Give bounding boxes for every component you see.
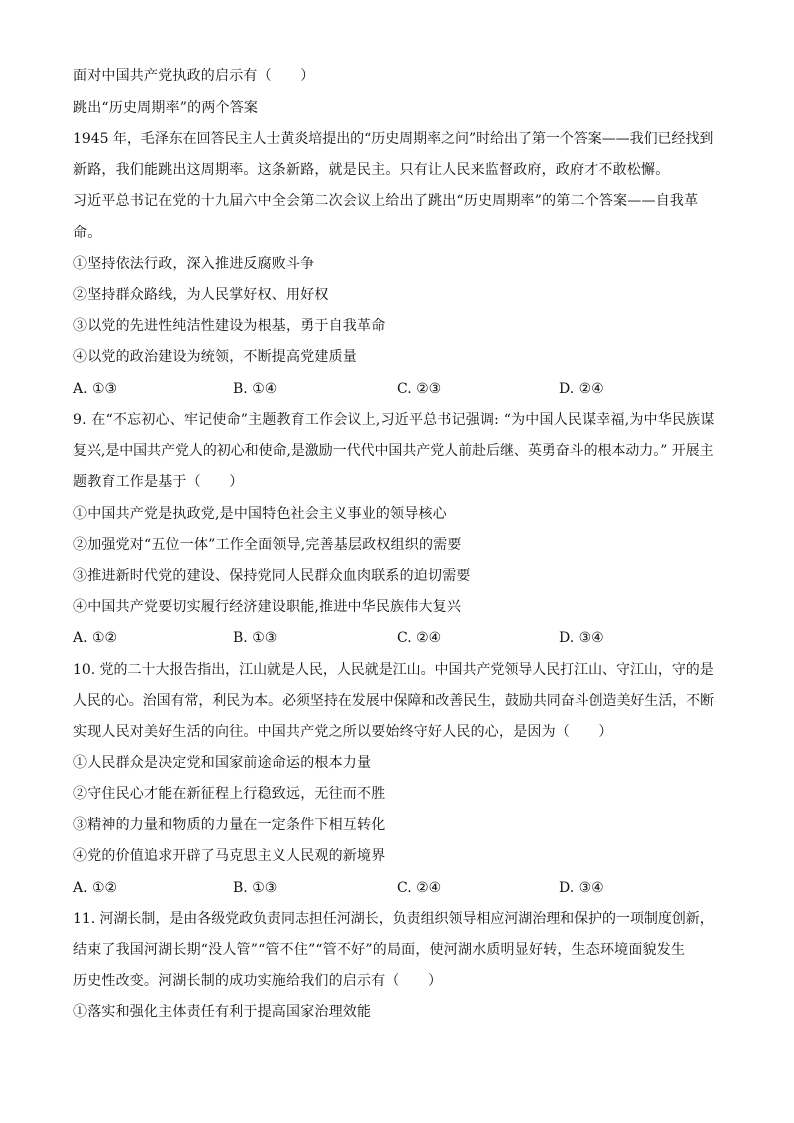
option-c[interactable]: C. ②④ [397, 630, 442, 646]
statement-item: ②坚持群众路线，为人民掌好权、用好权 [73, 287, 329, 303]
statement-item: ②守住民心才能在新征程上行稳致远，无往而不胜 [73, 786, 386, 802]
option-a[interactable]: A. ①② [73, 880, 118, 896]
question-stem: 题教育工作是基于（ ） [73, 474, 244, 490]
question-stem: 实现人民对美好生活的向往。中国共产党之所以要始终守好人民的心，是因为（ ） [73, 724, 613, 740]
question-stem: 9. 在“不忘初心、牢记使命”主题教育工作会议上,习近平总书记强调: “为中国人民谋幸福,为中华民族谋 [73, 412, 715, 428]
answer-options [73, 630, 723, 646]
option-c[interactable]: C. ②③ [397, 381, 442, 397]
material-title: 跳出“历史周期率”的两个答案 [73, 100, 259, 116]
option-c[interactable]: C. ②④ [397, 880, 442, 896]
material-text: 新路，我们能跳出这周期率。这条新路，就是民主。只有让人民来监督政府，政府才不敢松懈。 [73, 162, 670, 178]
statement-item: ③以党的先进性纯洁性建设为根基，勇于自我革命 [73, 318, 386, 334]
statement-item: ①人民群众是决定党和国家前途命运的根本力量 [73, 755, 372, 771]
material-text: 1945 年，毛泽东在回答民主人士黄炎培提出的“历史周期率之问”时给出了第一个答案——我们已经找到 [73, 131, 714, 147]
answer-options [73, 880, 723, 896]
question-prompt: 面对中国共产党执政的启示有（ ） [73, 68, 315, 84]
question-stem: 11. 河湖长制，是由各级党政负责同志担任河湖长，负责组织领导相应河湖治理和保护的一项制度创新， [73, 911, 714, 927]
material-text: 习近平总书记在党的十九届六中全会第二次会议上给出了跳出“历史周期率”的第二个答案——自我革 [73, 193, 699, 209]
statement-item: ①落实和强化主体责任有利于提高国家治理效能 [73, 1004, 372, 1020]
option-a[interactable]: A. ①② [73, 630, 118, 646]
statement-item: ④党的价值追求开辟了马克思主义人民观的新境界 [73, 848, 386, 864]
material-text: 命。 [73, 225, 102, 241]
option-b[interactable]: B. ①④ [233, 381, 278, 397]
option-b[interactable]: B. ①③ [233, 630, 278, 646]
question-stem: 历史性改变。河湖长制的成功实施给我们的启示有（ ） [73, 973, 443, 989]
option-d[interactable]: D. ③④ [559, 880, 604, 896]
question-stem: 复兴,是中国共产党人的初心和使命,是激励一代代中国共产党人前赴后继、英勇奋斗的根本动力。” 开展主 [73, 443, 714, 459]
option-d[interactable]: D. ③④ [559, 630, 604, 646]
statement-item: ③精神的力量和物质的力量在一定条件下相互转化 [73, 817, 386, 833]
question-stem: 结束了我国河湖长期“没人管”“管不住”“管不好”的局面，使河湖水质明显好转，生态环境面貌发生 [73, 942, 686, 958]
statement-item: ①中国共产党是执政党,是中国特色社会主义事业的领导核心 [73, 506, 447, 522]
statement-item: ①坚持依法行政，深入推进反腐败斗争 [73, 256, 315, 272]
option-b[interactable]: B. ①③ [233, 880, 278, 896]
question-stem: 10. 党的二十大报告指出，江山就是人民，人民就是江山。中国共产党领导人民打江山、守江山，守的是 [73, 662, 714, 678]
statement-item: ③推进新时代党的建设、保持党同人民群众血肉联系的迫切需要 [73, 568, 471, 584]
answer-options [73, 381, 723, 397]
statement-item: ②加强党对“五位一体”工作全面领导,完善基层政权组织的需要 [73, 537, 462, 553]
statement-item: ④中国共产党要切实履行经济建设职能,推进中华民族伟大复兴 [73, 599, 462, 615]
option-a[interactable]: A. ①③ [73, 381, 118, 397]
option-d[interactable]: D. ②④ [559, 381, 604, 397]
statement-item: ④以党的政治建设为统领，不断提高党建质量 [73, 349, 357, 365]
question-stem: 人民的心。治国有常，利民为本。必须坚持在发展中保障和改善民生，鼓励共同奋斗创造美好生活，不断 [73, 693, 714, 709]
